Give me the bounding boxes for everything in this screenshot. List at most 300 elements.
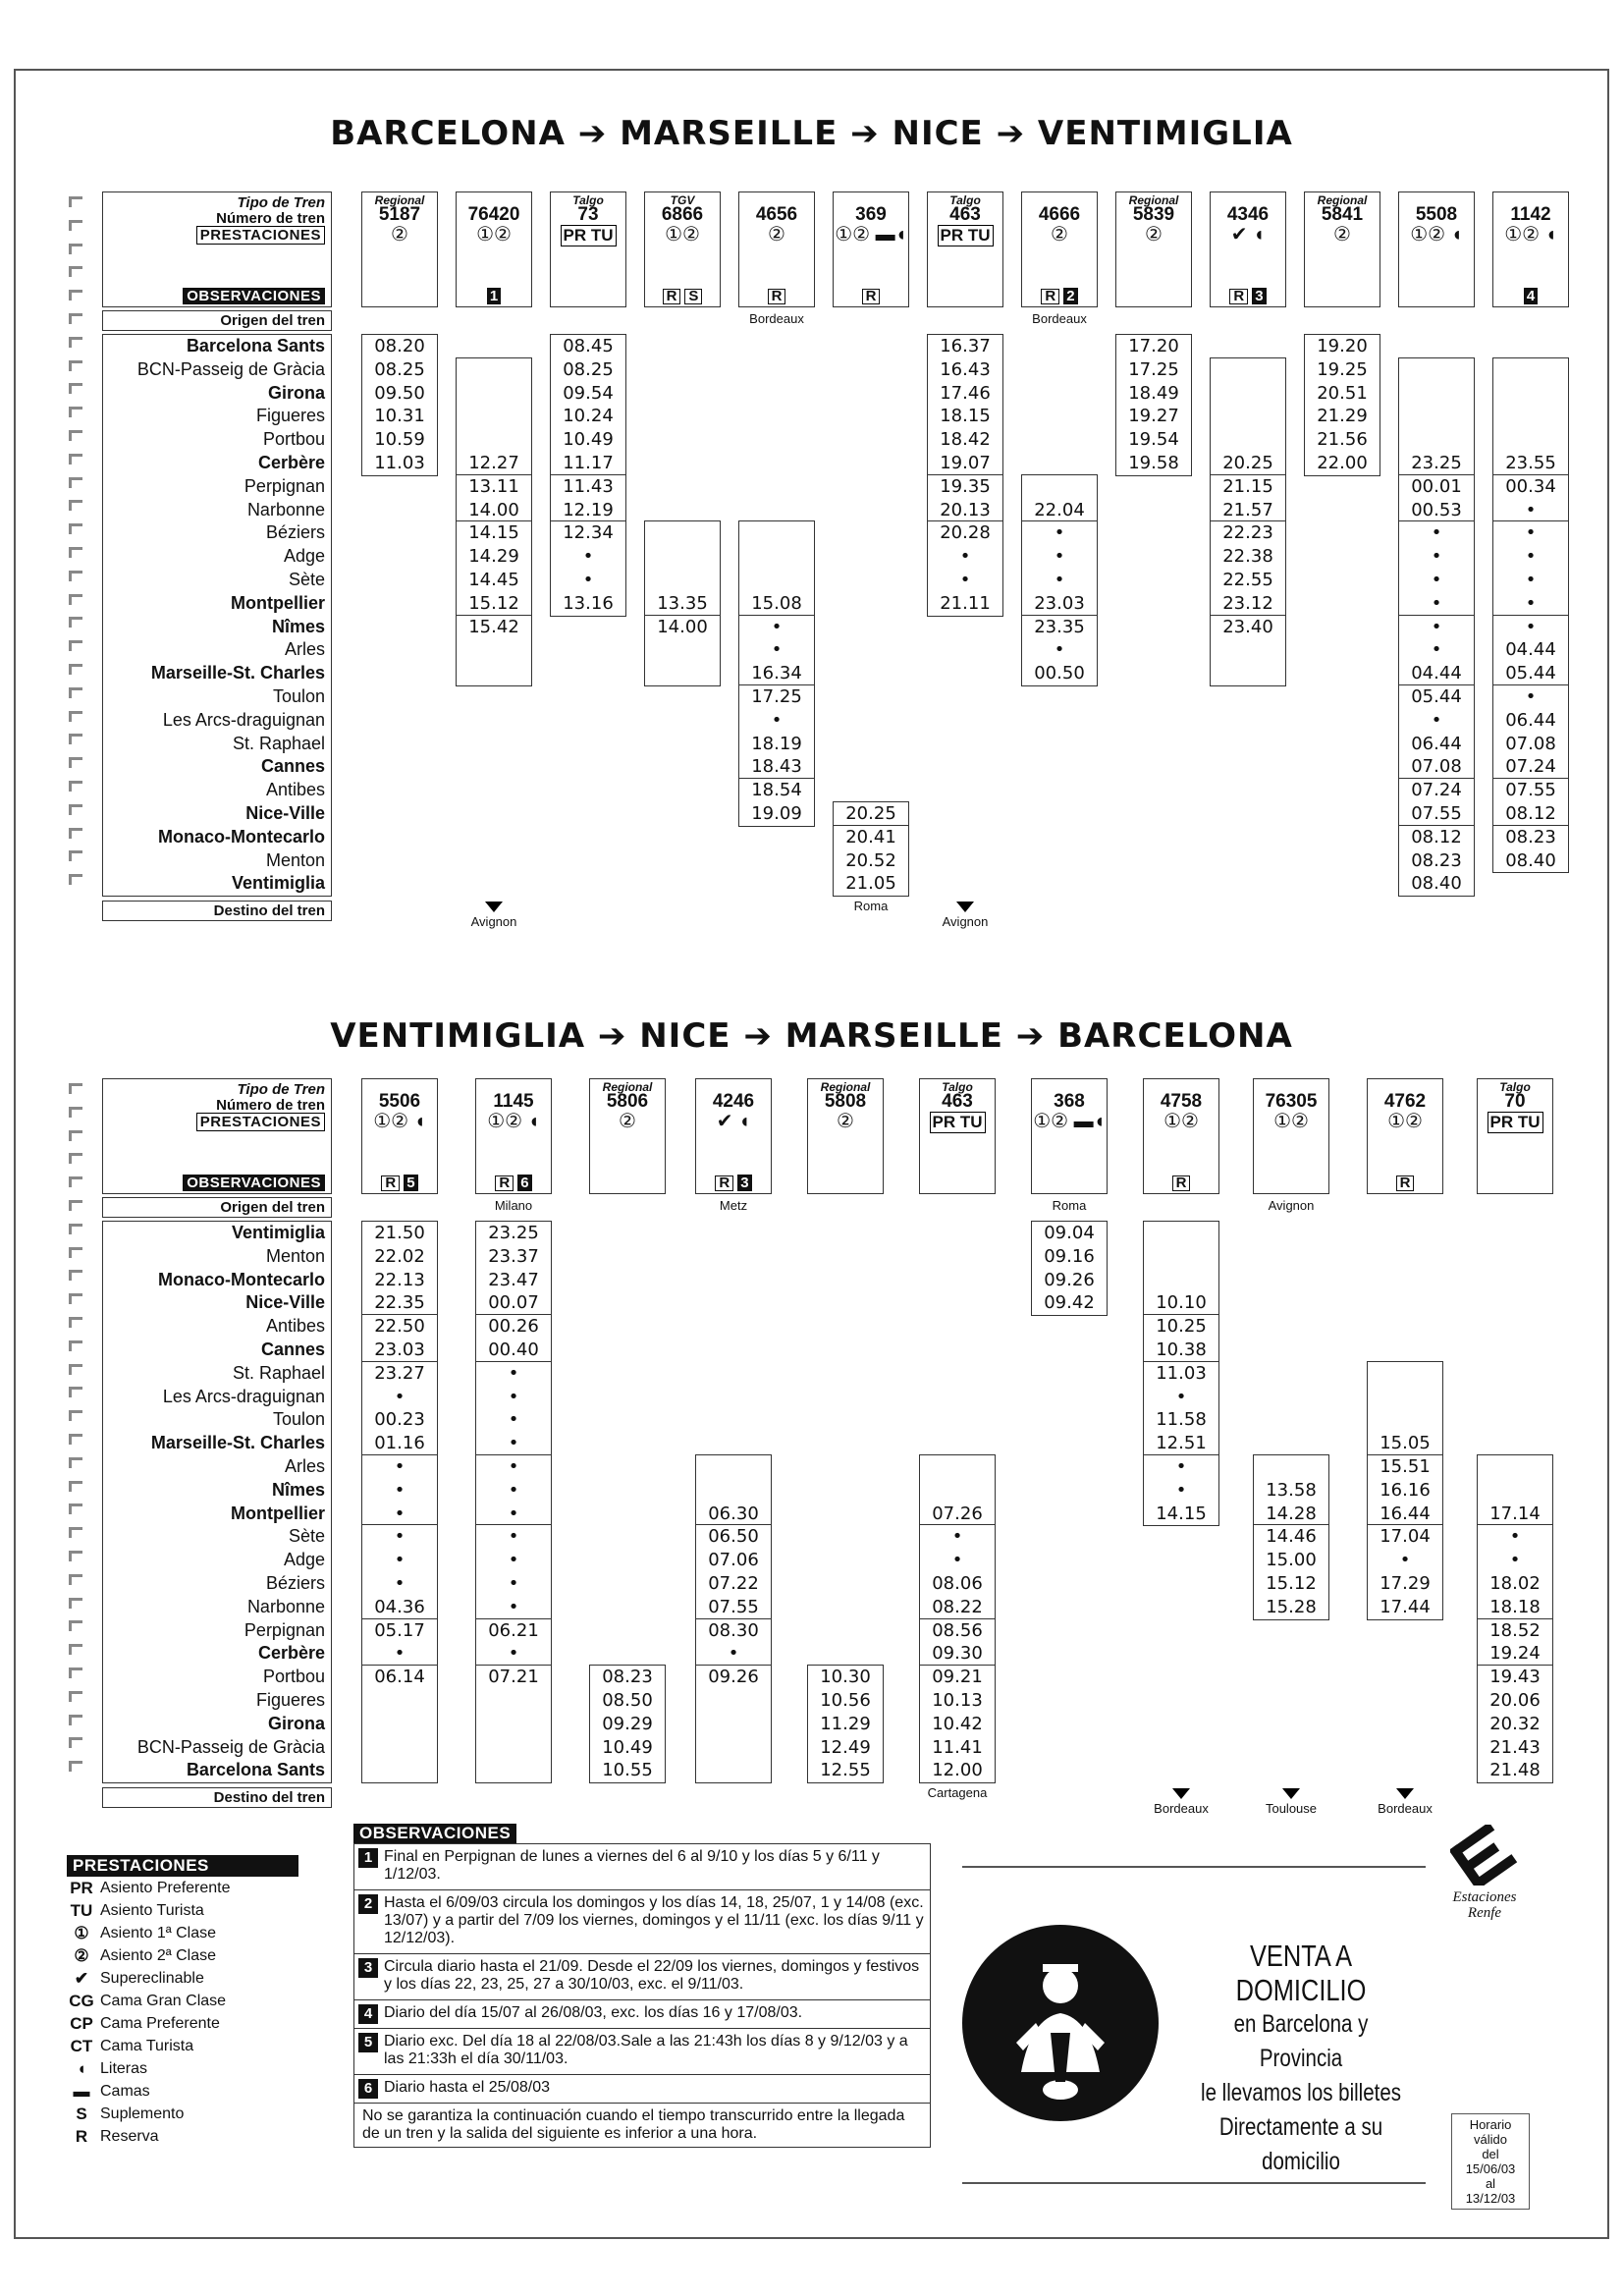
service-icons: ② xyxy=(768,224,785,246)
service-icons: ①② xyxy=(665,224,700,246)
observation-marker: 5 xyxy=(404,1175,417,1191)
time-cell: 21.29 xyxy=(1317,406,1368,427)
spiral-tick xyxy=(69,1503,82,1514)
train-number: 4346 xyxy=(1226,204,1270,225)
timetable-segment xyxy=(475,1454,552,1526)
time-cell: 10.55 xyxy=(602,1760,653,1781)
station-name: Nice-Ville xyxy=(245,1292,325,1313)
train-column-header xyxy=(550,191,626,307)
service-icons: ①② xyxy=(1163,1111,1199,1132)
section2-title: VENTIMIGLIA ➔ NICE ➔ MARSEILLE ➔ BARCELONA xyxy=(330,1016,1293,1056)
station-name: Girona xyxy=(267,1713,325,1733)
service-icons: ② xyxy=(837,1111,854,1132)
station-name: Cannes xyxy=(260,1339,325,1359)
time-cell xyxy=(696,1689,771,1713)
timetable-segment xyxy=(1398,474,1475,523)
time-cell: 00.07 xyxy=(488,1292,539,1314)
time-cell: • xyxy=(728,1643,739,1665)
station-name: Narbonne xyxy=(246,499,325,519)
train-origin: Bordeaux xyxy=(1032,311,1087,326)
train-number: 70 xyxy=(1504,1091,1526,1112)
time-cell: 11.41 xyxy=(932,1736,983,1758)
time-cell: 08.40 xyxy=(1411,873,1462,895)
time-cell: 14.15 xyxy=(468,522,519,544)
spiral-tick xyxy=(69,1107,82,1118)
station-name: Montpellier xyxy=(230,592,325,613)
train-number: 4666 xyxy=(1038,204,1081,225)
time-cell: 21.43 xyxy=(1489,1736,1541,1758)
note-number: 4 xyxy=(358,2004,378,2024)
spiral-tick xyxy=(69,617,82,628)
time-cell: 12.49 xyxy=(820,1736,871,1758)
time-cell: 16.44 xyxy=(1380,1503,1431,1524)
train-destination: Avignon xyxy=(470,914,517,930)
time-cell: 14.28 xyxy=(1266,1503,1317,1524)
time-cell: 18.52 xyxy=(1489,1619,1541,1641)
time-cell: 15.05 xyxy=(1380,1433,1431,1454)
spiral-tick xyxy=(69,687,82,698)
train-number: 5806 xyxy=(606,1091,649,1112)
spiral-tick xyxy=(69,850,82,861)
spiral-tick xyxy=(69,523,82,534)
time-cell: 18.02 xyxy=(1489,1572,1541,1594)
time-cell: • xyxy=(508,1526,519,1548)
observaciones-title: OBSERVACIONES xyxy=(353,1824,516,1843)
spiral-tick xyxy=(69,1691,82,1702)
train-number: 463 xyxy=(942,1091,973,1112)
time-cell: 20.06 xyxy=(1489,1689,1541,1711)
spiral-tick xyxy=(69,711,82,722)
time-cell xyxy=(739,569,814,592)
legend-item xyxy=(67,2103,298,2125)
header-label-prestaciones: PRESTACIONES xyxy=(196,226,325,245)
time-cell: 22.55 xyxy=(1222,569,1273,590)
destination-arrow-icon xyxy=(485,902,503,912)
time-cell: 19.07 xyxy=(940,452,991,473)
timetable-segment xyxy=(738,520,815,616)
time-cell: • xyxy=(1175,1456,1187,1477)
timetable-segment xyxy=(1492,825,1569,874)
time-cell: 17.20 xyxy=(1128,336,1179,356)
time-cell: 04.44 xyxy=(1505,639,1556,661)
train-type: Regional xyxy=(1128,193,1179,207)
time-cell: • xyxy=(1431,569,1442,590)
timetable-segment xyxy=(1477,1665,1553,1783)
time-cell: • xyxy=(1525,592,1537,614)
time-cell: 01.16 xyxy=(374,1433,425,1454)
observation-marker: R xyxy=(1041,289,1059,304)
time-cell: 07.21 xyxy=(488,1667,539,1688)
time-cell: • xyxy=(959,569,971,590)
time-cell: 07.22 xyxy=(708,1572,759,1594)
station-name: Les Arcs-draguignan xyxy=(162,709,325,730)
timetable-segment xyxy=(1492,684,1569,780)
time-cell: 20.25 xyxy=(1222,452,1273,473)
train-number: 4246 xyxy=(712,1091,755,1112)
time-cell: • xyxy=(508,1433,519,1454)
seat-class-badge: PR TU xyxy=(561,225,617,246)
time-cell xyxy=(362,1759,437,1782)
timetable-segment xyxy=(1210,357,1286,476)
observation-marker: R xyxy=(715,1175,733,1191)
timetable-segment xyxy=(919,1665,996,1783)
time-cell: • xyxy=(1431,592,1442,614)
legend-key: CG xyxy=(69,1992,94,2010)
station-name: Béziers xyxy=(265,522,325,543)
time-cell: • xyxy=(959,546,971,568)
legend-item xyxy=(67,2012,298,2035)
spiral-tick xyxy=(69,1247,82,1258)
timetable-segment xyxy=(475,1221,552,1316)
time-cell: 09.26 xyxy=(1044,1269,1095,1290)
time-cell: 23.37 xyxy=(488,1245,539,1267)
header-label-tipo: Tipo de Tren xyxy=(237,194,325,211)
timetable-segment xyxy=(1304,334,1380,476)
time-cell: 04.36 xyxy=(374,1596,425,1617)
spiral-tick xyxy=(69,874,82,885)
time-cell: 19.58 xyxy=(1128,452,1179,473)
station-name: Cannes xyxy=(260,756,325,777)
spiral-tick xyxy=(69,1340,82,1351)
time-cell: 15.28 xyxy=(1266,1596,1317,1617)
time-cell xyxy=(476,1713,551,1736)
train-origin: Bordeaux xyxy=(749,311,804,326)
time-cell: 13.35 xyxy=(657,592,708,614)
spiral-tick xyxy=(69,1176,82,1187)
station-name: Figueres xyxy=(255,1689,325,1710)
note-text: Diario hasta el 25/08/03 xyxy=(384,2079,550,2096)
station-name: Sète xyxy=(288,1526,325,1547)
legend-key: CT xyxy=(70,2037,93,2055)
station-name: Les Arcs-draguignan xyxy=(162,1386,325,1406)
time-cell: 07.24 xyxy=(1505,756,1556,778)
time-cell: 23.47 xyxy=(488,1269,539,1290)
spiral-tick xyxy=(69,1200,82,1211)
time-cell: 08.50 xyxy=(602,1689,653,1711)
timetable-segment xyxy=(1253,1524,1329,1619)
spiral-tick xyxy=(69,1410,82,1421)
observation-markers xyxy=(1368,1175,1442,1191)
time-cell xyxy=(696,1479,771,1503)
time-cell: 15.12 xyxy=(1266,1572,1317,1594)
time-cell: 17.44 xyxy=(1380,1596,1431,1617)
time-cell: 10.30 xyxy=(820,1667,871,1688)
train-number: 73 xyxy=(577,204,599,225)
time-cell: • xyxy=(1525,616,1537,637)
time-cell: • xyxy=(582,569,594,590)
time-cell xyxy=(1493,358,1568,382)
time-cell: 07.24 xyxy=(1411,780,1462,801)
time-cell: 12.55 xyxy=(820,1760,871,1781)
time-cell: 16.43 xyxy=(940,358,991,380)
note-text: Circula diario hasta el 21/09. Desde el 22/09 los viernes, domingos y festivos y los días 22, 23, 25, 27 a 30/10/03, exc. el 9/11/03. xyxy=(384,1958,920,1993)
train-type: Talgo xyxy=(572,193,604,207)
station-list xyxy=(102,334,332,897)
time-cell xyxy=(457,405,531,428)
legend-key: R xyxy=(75,2127,88,2146)
time-cell: 09.16 xyxy=(1044,1245,1095,1267)
time-cell: • xyxy=(508,1479,519,1501)
train-column-header xyxy=(589,1078,666,1194)
train-number: 6866 xyxy=(661,204,704,225)
timetable-segment xyxy=(456,615,532,686)
legend-key: ② xyxy=(74,1946,89,1965)
train-header-labels xyxy=(102,191,332,307)
observation-marker: R xyxy=(495,1175,514,1191)
spiral-tick xyxy=(69,804,82,815)
timetable-segment xyxy=(738,684,815,780)
time-cell xyxy=(457,428,531,452)
timetable-segment xyxy=(927,334,1003,476)
time-cell: • xyxy=(951,1550,963,1571)
time-cell: 08.25 xyxy=(374,358,425,380)
observation-note xyxy=(353,1889,931,1953)
time-cell: 21.50 xyxy=(374,1223,425,1243)
observation-markers xyxy=(1022,288,1097,304)
station-name: Toulon xyxy=(272,1409,325,1430)
observation-markers xyxy=(645,288,720,304)
observation-note xyxy=(353,1953,931,1999)
time-cell: 16.34 xyxy=(751,663,802,684)
train-column-header xyxy=(919,1078,996,1194)
connection-disclaimer: No se garantiza la continuación cuando el tiempo transcurrido entre la llegada de un tren y la salida del siguiente es inferior a una hora. xyxy=(353,2103,931,2148)
station-name: Perpignan xyxy=(243,475,325,496)
timetable-segment xyxy=(456,357,532,476)
legend-item xyxy=(67,1877,298,1899)
spiral-tick xyxy=(69,500,82,511)
timetable-segment xyxy=(550,520,626,616)
legend-item xyxy=(67,2080,298,2103)
renfe-line: Estaciones xyxy=(1452,1889,1517,1905)
station-name: Nîmes xyxy=(271,616,325,636)
time-cell: 21.48 xyxy=(1489,1760,1541,1781)
train-column-header xyxy=(644,191,721,307)
observation-marker: S xyxy=(684,289,702,304)
time-cell: • xyxy=(1525,686,1537,707)
time-cell: 22.02 xyxy=(374,1245,425,1267)
timetable-segment xyxy=(361,1221,438,1316)
time-cell: 09.26 xyxy=(708,1667,759,1688)
time-cell xyxy=(1022,475,1097,499)
time-cell xyxy=(1399,428,1474,452)
train-column-header xyxy=(1477,1078,1553,1194)
timetable-segment xyxy=(361,334,438,476)
time-cell: • xyxy=(394,1503,406,1524)
time-cell: 23.03 xyxy=(374,1339,425,1360)
spiral-tick xyxy=(69,313,82,324)
observation-marker: R xyxy=(381,1175,400,1191)
time-cell: • xyxy=(1509,1550,1521,1571)
binder-spiral xyxy=(69,196,82,898)
timetable-segment xyxy=(589,1665,666,1783)
time-cell xyxy=(1478,1479,1552,1503)
train-column-header xyxy=(1115,191,1192,307)
time-cell: 08.23 xyxy=(602,1667,653,1688)
legend-text: Asiento 2ª Clase xyxy=(100,1947,216,1964)
seat-class-badge: PR TU xyxy=(1488,1112,1543,1133)
timetable-segment xyxy=(1492,520,1569,616)
time-cell: 23.55 xyxy=(1505,452,1556,473)
time-cell: 08.40 xyxy=(1505,849,1556,871)
legend-text: Camas xyxy=(100,2083,150,2100)
station-name: Nîmes xyxy=(271,1479,325,1500)
spiral-tick xyxy=(69,1317,82,1328)
station-name: Adge xyxy=(283,1550,325,1570)
time-cell: 08.22 xyxy=(932,1596,983,1617)
legend-text: Asiento Turista xyxy=(100,1902,204,1919)
train-number: 1142 xyxy=(1510,204,1551,225)
timetable-segment xyxy=(475,1361,552,1456)
time-cell xyxy=(696,1455,771,1479)
time-cell: 10.49 xyxy=(563,429,614,451)
train-origin: Milano xyxy=(494,1198,533,1213)
time-cell: 10.24 xyxy=(563,406,614,427)
time-cell: 10.25 xyxy=(1156,1316,1207,1338)
time-cell: 06.50 xyxy=(708,1526,759,1548)
time-cell xyxy=(1368,1408,1442,1432)
note-text: Hasta el 6/09/03 circula los domingos y los días 14, 18, 25/07, 1 y 14/08 (exc. 13/07) y a partir del 7/09 los viernes, domingos y el 11/11 (exc. los días 9/11 y 12/12/03). xyxy=(384,1894,924,1946)
timetable-segment xyxy=(475,1665,552,1783)
time-cell: 17.25 xyxy=(1128,358,1179,380)
train-type: Regional xyxy=(602,1080,653,1094)
spiral-tick xyxy=(69,360,82,371)
train-number: 368 xyxy=(1054,1091,1085,1112)
spiral-tick xyxy=(69,1527,82,1538)
venta-domicilio-ad xyxy=(962,1925,1434,2175)
time-cell xyxy=(476,1736,551,1760)
time-cell: 14.00 xyxy=(657,616,708,637)
time-cell: • xyxy=(1054,639,1065,661)
time-cell: 18.42 xyxy=(940,429,991,451)
station-name: Barcelona Sants xyxy=(186,336,325,355)
timetable-segment xyxy=(1477,1618,1553,1667)
time-cell: 23.12 xyxy=(1222,592,1273,614)
time-cell: 11.17 xyxy=(563,452,614,473)
time-cell xyxy=(1211,662,1285,685)
train-column-header xyxy=(361,191,438,307)
train-number: 5508 xyxy=(1415,204,1458,225)
service-icons: ② xyxy=(619,1111,636,1132)
time-cell xyxy=(1211,405,1285,428)
time-cell: 14.00 xyxy=(468,499,519,520)
time-cell: 20.32 xyxy=(1489,1713,1541,1734)
time-cell xyxy=(362,1713,437,1736)
timetable-segment xyxy=(927,520,1003,616)
timetable-segment xyxy=(1398,684,1475,780)
time-cell xyxy=(920,1479,995,1503)
observation-marker: 1 xyxy=(487,288,501,304)
time-cell xyxy=(1144,1245,1218,1269)
legend-title: PRESTACIONES xyxy=(67,1855,298,1877)
spiral-tick xyxy=(69,1644,82,1655)
spiral-tick xyxy=(69,757,82,768)
train-column-header xyxy=(807,1078,884,1194)
time-cell: 19.09 xyxy=(751,802,802,824)
observation-markers xyxy=(457,288,531,304)
time-cell: 22.23 xyxy=(1222,522,1273,544)
legend-text: Cama Gran Clase xyxy=(100,1993,227,2009)
timetable-segment xyxy=(456,474,532,523)
time-cell xyxy=(1211,382,1285,406)
service-icons: ①② xyxy=(1387,1111,1423,1132)
time-cell: 10.38 xyxy=(1156,1339,1207,1360)
spiral-tick xyxy=(69,664,82,675)
timetable-segment xyxy=(1143,1314,1219,1363)
time-cell xyxy=(1478,1455,1552,1479)
station-name: Monaco-Montecarlo xyxy=(157,826,325,847)
time-cell: 19.24 xyxy=(1489,1643,1541,1665)
spiral-tick xyxy=(69,1387,82,1397)
time-cell: 13.58 xyxy=(1266,1479,1317,1501)
time-cell: • xyxy=(394,1526,406,1548)
legend-key: TU xyxy=(70,1901,93,1920)
train-column-header xyxy=(738,191,815,307)
spiral-tick xyxy=(69,1434,82,1445)
time-cell: 00.53 xyxy=(1411,499,1462,520)
spiral-tick xyxy=(69,828,82,839)
observation-marker: R xyxy=(768,289,786,304)
time-cell: 08.23 xyxy=(1505,826,1556,847)
time-cell: 18.19 xyxy=(751,733,802,754)
observation-marker: 3 xyxy=(737,1175,751,1191)
station-name: Marseille-St. Charles xyxy=(150,1433,325,1453)
station-name: Ventimiglia xyxy=(231,873,325,894)
timetable-segment xyxy=(361,1361,438,1456)
time-cell: 20.41 xyxy=(845,826,896,847)
spiral-tick xyxy=(69,594,82,605)
horario-line: 15/06/03 xyxy=(1465,2161,1516,2176)
time-cell: 14.46 xyxy=(1266,1526,1317,1548)
spiral-tick xyxy=(69,407,82,417)
timetable-segment xyxy=(475,1524,552,1619)
venta-line: Directamente a su domicilio xyxy=(1218,2113,1383,2175)
timetable-segment xyxy=(361,1665,438,1783)
time-cell: 08.45 xyxy=(563,336,614,356)
note-number: 5 xyxy=(358,2033,378,2052)
spiral-tick xyxy=(69,383,82,394)
timetable-segment xyxy=(919,1454,996,1526)
time-cell: • xyxy=(1431,639,1442,661)
legend-key: S xyxy=(76,2105,87,2123)
observation-marker: 3 xyxy=(1252,288,1266,304)
time-cell: 17.46 xyxy=(940,382,991,404)
time-cell: • xyxy=(508,1596,519,1617)
timetable-segment xyxy=(1477,1454,1553,1526)
time-cell: 04.44 xyxy=(1411,663,1462,684)
station-name: BCN-Passeig de Gràcia xyxy=(136,358,325,379)
time-cell: • xyxy=(394,1479,406,1501)
divider-line xyxy=(962,2182,1426,2184)
service-icons: ✔ ◖ xyxy=(1230,224,1266,246)
spiral-tick xyxy=(69,290,82,301)
train-column-header xyxy=(1210,191,1286,307)
spiral-tick xyxy=(69,1457,82,1468)
time-cell: 07.55 xyxy=(708,1596,759,1617)
timetable-segment xyxy=(695,1454,772,1526)
timetable-segment xyxy=(738,615,815,686)
time-cell: 15.51 xyxy=(1380,1456,1431,1477)
train-number: 5839 xyxy=(1132,204,1175,225)
time-cell: 10.10 xyxy=(1156,1292,1207,1314)
time-cell: 23.25 xyxy=(488,1223,539,1243)
train-column-header xyxy=(475,1078,552,1194)
time-cell: 15.00 xyxy=(1266,1550,1317,1571)
time-cell: 23.27 xyxy=(374,1362,425,1384)
time-cell xyxy=(1254,1455,1328,1479)
spiral-tick xyxy=(69,1293,82,1304)
train-type: Talgo xyxy=(942,1080,973,1094)
timetable-segment xyxy=(475,1618,552,1667)
